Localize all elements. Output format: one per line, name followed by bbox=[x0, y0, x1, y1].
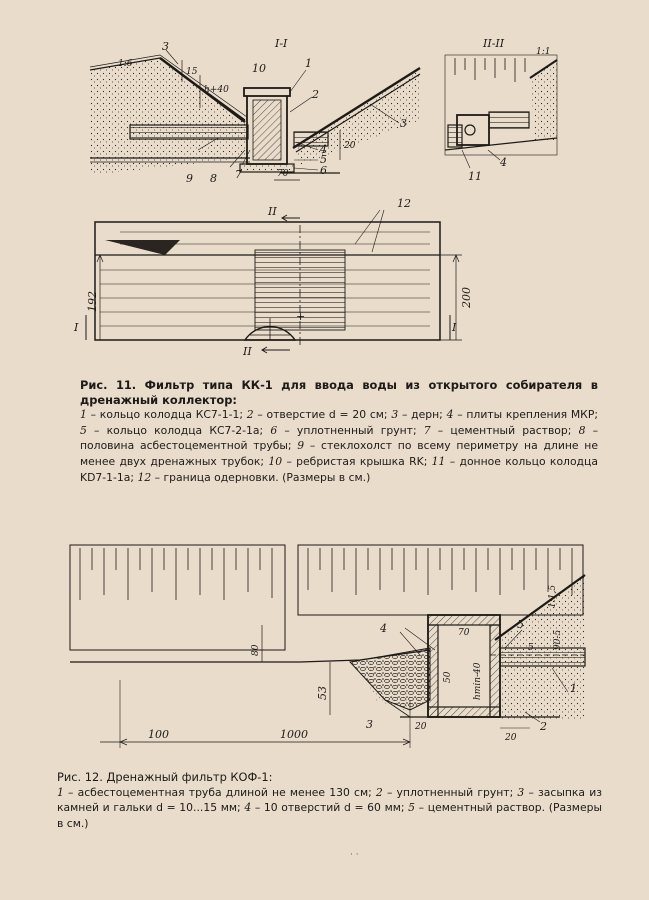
fig11-callout-7: 7 bbox=[235, 168, 242, 181]
fig12-drawing bbox=[70, 545, 585, 748]
fig12-item-text: – асбестоцементная труба длиной не менее 130 см; bbox=[63, 785, 376, 799]
fig11-dim-200: 200 bbox=[460, 287, 473, 308]
fig11-item-num: 1 bbox=[80, 408, 87, 422]
fig11-item-num: 2 bbox=[246, 408, 254, 422]
fig11-callout-9: 9 bbox=[186, 172, 193, 185]
fig11-item-num: 7 bbox=[423, 423, 431, 437]
fig12-dim-20a: 20 bbox=[415, 722, 427, 732]
fig12-item-text: – засыпка из камней и гальки d = 10...15 мм; bbox=[57, 785, 602, 815]
fig11-dim-h40: h+40 bbox=[204, 85, 229, 95]
fig11-caption-items bbox=[80, 408, 598, 483]
fig11-item-num: 11 bbox=[431, 454, 446, 468]
fig11-item-num: 4 bbox=[446, 408, 454, 422]
fig11-callout-3b: 3 bbox=[400, 117, 407, 130]
fig11-plan-marker-right: I bbox=[452, 321, 457, 334]
fig11-item-num: 12 bbox=[137, 470, 152, 484]
fig11-callout-10: 10 bbox=[252, 62, 266, 75]
fig11-callout-5: 5 bbox=[320, 153, 327, 166]
fig11-item-num: 8 bbox=[578, 423, 586, 437]
fig11-callout-11: 11 bbox=[468, 170, 482, 183]
fig11-item-text: – отверстие d = 20 см; bbox=[253, 408, 392, 422]
fig11-item-num: 6 bbox=[270, 423, 278, 437]
fig12-item-num: 2 bbox=[375, 785, 383, 799]
fig11-callout-8: 8 bbox=[210, 172, 217, 185]
fig11-item-text: – граница одерновки. (Размеры в см.) bbox=[151, 470, 371, 484]
fig12-item-num: 1 bbox=[57, 785, 64, 799]
fig11-callout-2: 2 bbox=[312, 88, 319, 101]
fig11-plan-marker-top: II bbox=[268, 205, 277, 218]
fig11-slope-ratio-right: 1:1 bbox=[536, 47, 551, 57]
fig11-section-1-title: I-I bbox=[275, 37, 288, 50]
fig12-dim-70: 70 bbox=[458, 628, 470, 638]
fig12-dim-5: 5 bbox=[528, 643, 534, 653]
fig12-pipe bbox=[500, 648, 585, 666]
fig11-item-text: – дерн; bbox=[398, 408, 447, 422]
fig12-dim-53: 53 bbox=[316, 686, 329, 700]
fig11-caption bbox=[80, 378, 598, 485]
fig12-ruler-ticks bbox=[80, 548, 572, 600]
fig12-item-num: 3 bbox=[517, 785, 525, 799]
fig12-caption-title: Рис. 12. Дренажный фильтр КОФ-1: bbox=[57, 770, 273, 784]
fig12-dim-1000: 1000 bbox=[280, 728, 308, 741]
fig11-section-2-title: II-II bbox=[483, 37, 505, 50]
fig11-callout-1: 1 bbox=[305, 57, 312, 70]
fig12-dim-90-5: 90-5 bbox=[553, 629, 563, 650]
fig12-dim-hmin: hmin-40 bbox=[473, 662, 483, 700]
fig12-dim-20b: 20 bbox=[505, 733, 517, 743]
fig11-callout-12: 12 bbox=[397, 197, 411, 210]
fig11-callout-3: 3 bbox=[162, 40, 169, 53]
fig11-plan bbox=[86, 210, 462, 353]
fig11-dim-15: 15 bbox=[186, 67, 198, 77]
fig11-item-text: – уплотненный грунт; bbox=[277, 423, 424, 437]
fig11-callout-4b: 4 bbox=[500, 156, 507, 169]
fig12-callout-3: 3 bbox=[366, 718, 373, 731]
fig12-item-num: 5 bbox=[408, 801, 416, 815]
fig11-item-text: – цементный раствор; bbox=[430, 423, 579, 437]
fig12-callout-4: 4 bbox=[380, 622, 387, 635]
fig11-slope-ratio: 1:6 bbox=[118, 59, 133, 69]
fig11-item-text: – ребристая крышка RK; bbox=[282, 454, 432, 468]
fig11-item-text: – стеклохолст по всему периметру на длине не менее двух дренажных трубок; bbox=[80, 439, 598, 468]
fig11-section-2 bbox=[445, 55, 557, 168]
fig12-callout-1: 1 bbox=[570, 682, 577, 695]
fig12-item-text: – уплотненный грунт; bbox=[382, 785, 518, 799]
fig12-slope: 1:1,5 bbox=[548, 584, 558, 608]
fig11-caption-title: Рис. 11. Фильтр типа КК-1 для ввода воды из открытого собирателя в дренажный коллектор: bbox=[80, 378, 598, 407]
fig11-callout-4: 4 bbox=[320, 143, 327, 156]
fig11-drain-pipe bbox=[130, 125, 248, 139]
fig12-caption bbox=[57, 770, 602, 831]
fig11-dim-20: 20 bbox=[344, 141, 356, 151]
fig11-item-num: 3 bbox=[391, 408, 399, 422]
fig11-item-num: 5 bbox=[80, 423, 87, 437]
fig11-item-text: – кольцо колодца КС7-2-1а; bbox=[86, 423, 271, 437]
fig12-callout-5: 5 bbox=[517, 618, 524, 631]
fig11-plan-plus: + bbox=[296, 310, 306, 323]
fig12-dim-50: 50 bbox=[443, 671, 453, 683]
fig12-item-text: – 10 отверстий d = 60 мм; bbox=[251, 801, 409, 815]
fig11-item-num: 9 bbox=[297, 439, 305, 453]
fig11-callout-6: 6 bbox=[320, 164, 327, 177]
fig11-item-text: – плиты крепления МКР; bbox=[453, 408, 598, 422]
fig11-plan-marker-left: I bbox=[74, 321, 79, 334]
fig12-caption-items bbox=[57, 786, 602, 830]
fig11-item-text: – кольцо колодца КС7-1-1; bbox=[86, 408, 247, 422]
fig11-item-text: – половина асбестоцементной трубы; bbox=[80, 423, 598, 453]
page-dots: · · bbox=[350, 850, 359, 860]
fig12-item-text: – цементный раствор. (Размеры в см.) bbox=[57, 801, 602, 830]
fig12-callout-2: 2 bbox=[540, 720, 547, 733]
fig12-dim-100: 100 bbox=[148, 728, 169, 741]
fig12-item-num: 4 bbox=[244, 801, 252, 815]
fig11-item-text: – донное кольцо колодца KD7-1-1а; bbox=[80, 454, 598, 484]
fig12-dim-80: 80 bbox=[251, 644, 261, 656]
fig11-dim-192: 192 bbox=[86, 291, 99, 312]
fig11-plan-marker-bottom: II bbox=[243, 345, 252, 358]
fig11-item-num: 10 bbox=[268, 454, 283, 468]
fig11-dim-70: 70 bbox=[277, 169, 289, 179]
